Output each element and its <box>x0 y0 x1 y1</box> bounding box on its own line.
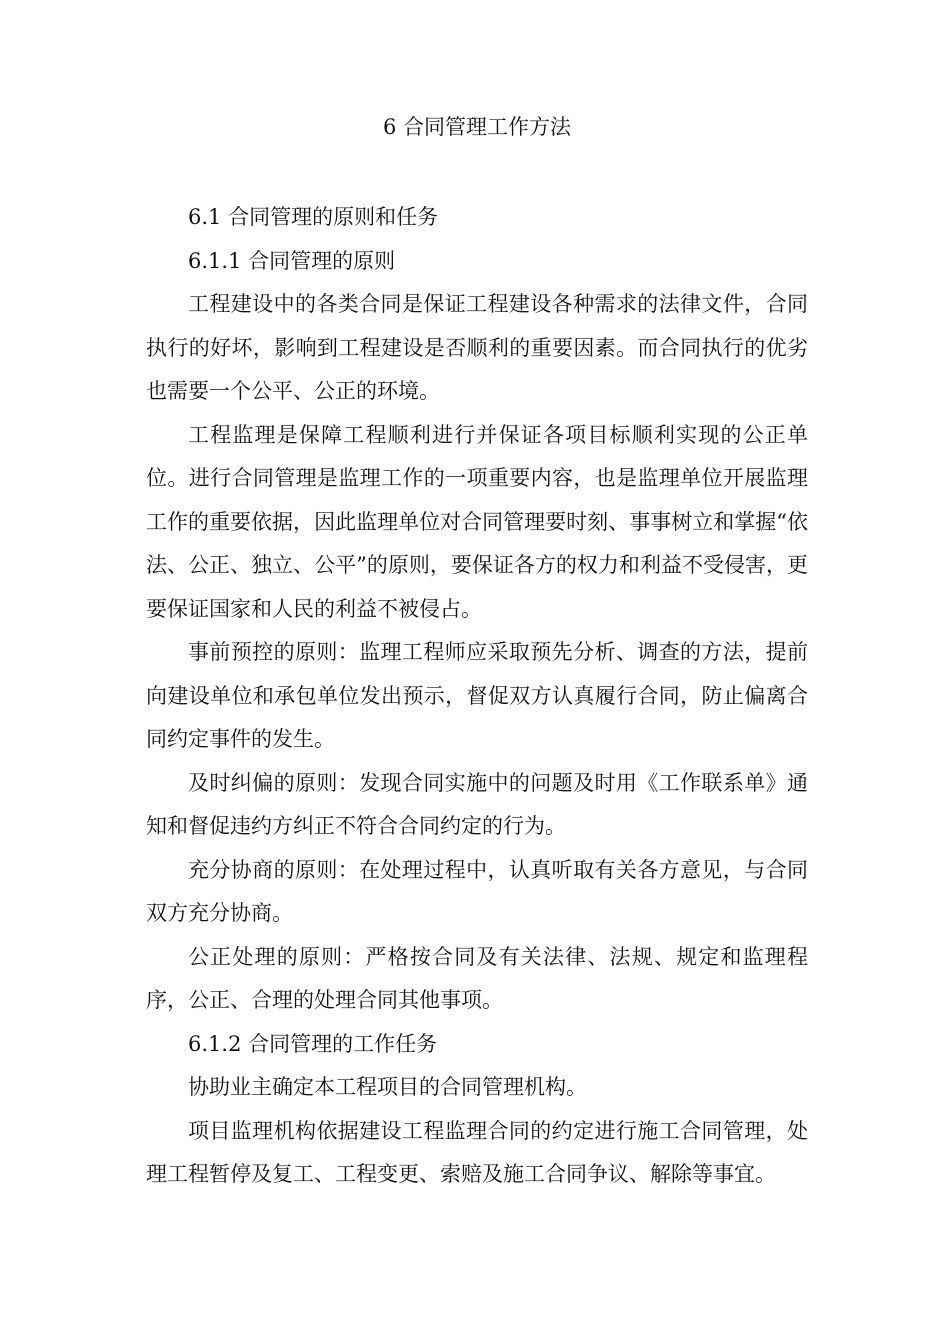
paragraph-fairness-principle: 公正处理的原则：严格按合同及有关法律、法规、规定和监理程序，公正、合理的处理合同其他事项。 <box>146 944 808 1012</box>
subsection-heading-6-1-2: 6.1.2 合同管理的工作任务 <box>188 1031 438 1056</box>
subsection-heading-6-1-1: 6.1.1 合同管理的原则 <box>188 248 396 273</box>
section-heading-6-1: 6.1 合同管理的原则和任务 <box>188 205 439 229</box>
paragraph-contract-handling: 项目监理机构依据建设工程监理合同的约定进行施工合同管理，处理工程暂停及复工、工程变更、索赔及施工合同争议、解除等事宜。 <box>146 1118 808 1186</box>
paragraph-management-organization: 协助业主确定本工程项目的合同管理机构。 <box>188 1075 587 1099</box>
paragraph-prevention-principle: 事前预控的原则：监理工程师应采取预先分析、调查的方法，提前向建设单位和承包单位发出预示，督促双方认真履行合同，防止偏离合同约定事件的发生。 <box>146 640 808 751</box>
paragraph-correction-principle: 及时纠偏的原则：发现合同实施中的问题及时用《工作联系单》通知和督促违约方纠正不符合合同约定的行为。 <box>146 770 808 838</box>
paragraph-supervision-role: 工程监理是保障工程顺利进行并保证各项目标顺利实现的公正单位。进行合同管理是监理工作的一项重要内容，也是监理单位开展监理工作的重要依据，因此监理单位对合同管理要时刻、事事树立和掌握“依法、公正、独立、公平”的原则，要保证各方的权力和利益不受侵害，更要保证国家和人民的利益不被侵占。 <box>146 422 808 621</box>
paragraph-contract-importance: 工程建设中的各类合同是保证工程建设各种需求的法律文件，合同执行的好坏，影响到工程建设是否顺利的重要因素。而合同执行的优劣也需要一个公平、公正的环境。 <box>146 292 808 403</box>
paragraph-consultation-principle: 充分协商的原则：在处理过程中，认真听取有关各方意见，与合同双方充分协商。 <box>146 857 808 925</box>
document-title: 6 合同管理工作方法 <box>382 115 572 139</box>
document-body <box>146 196 808 1197</box>
